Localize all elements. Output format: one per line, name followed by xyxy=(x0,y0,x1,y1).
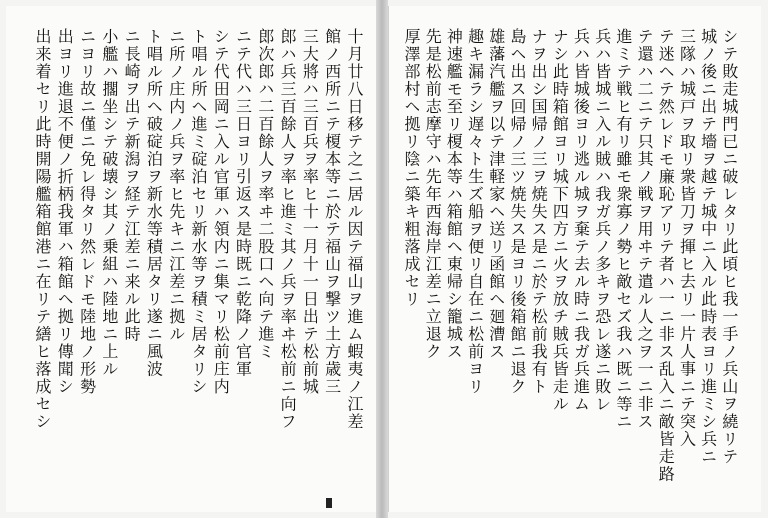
text-column: ニテ代ハ三日ヨリ引返ス是時既ニ乾降ノ官軍 xyxy=(233,28,253,378)
left-page xyxy=(6,6,377,512)
text-column: シテ代田岡ニ入ル官軍ハ領内ニ集マリ松前庄内 xyxy=(211,28,231,396)
text-column: 神速艦モ至リ榎本等ハ箱館ヘ東帰シ籠城ス xyxy=(444,28,464,361)
text-column: 館ノ西所ニテ榎本等ニ於テ福山ヲ撃ツ土方歳三 xyxy=(322,28,342,396)
text-column: 兵ハ皆城ニ入ル賊ハ我ガ兵ノ多キヲ恐レ遂ニ敗レ xyxy=(592,28,612,413)
text-column: 三隊ハ城戸ヲ取リ衆皆刀ヲ揮ヒ去リ一片人事ニテ突入 xyxy=(677,28,697,448)
text-column: 趣キ漏ラシ遅々ト生ズ船ヲ便リ自在ニ松前ヨリ xyxy=(465,28,485,396)
text-column: テ迷ヘテ然レドモ廉恥アリテ者ハ一ニ非ス乱入ニ敵皆走路 xyxy=(656,28,676,483)
text-column: ニ長崎ヲ出テ新潟ヲ経テ江差ニ来ル此時 xyxy=(122,28,142,343)
book-gutter xyxy=(376,0,388,518)
text-column: ト唱ル所ヘ破碇泊ヲ新水等積居タリ遂ニ風波 xyxy=(144,28,164,378)
text-column: 三大將ハ三百兵ヲ率ヒ十一月十一日出テ松前城 xyxy=(300,28,320,396)
text-column: 出ヨリ進退不便ノ折柄我軍ハ箱館ヘ拠リ傳聞シ xyxy=(55,28,75,396)
text-column: ナシ此時箱館ヨリ城下四方ニ火ヲ放チ賊兵皆走ル xyxy=(550,28,570,413)
right-page xyxy=(388,6,761,512)
text-column: 島ヘ出ス回帰ノ三ツ焼失ス是ヨリ後箱館ニ退ク xyxy=(507,28,527,396)
right-page-text xyxy=(403,28,737,498)
text-column: 小艦ハ擱坐シテ破壊シ其ノ乗組ハ陸地ニ上ル xyxy=(99,28,119,378)
text-column: ニヨリ故ニ僅ニ免レ得タリ然レドモ陸地ノ形勢 xyxy=(77,28,97,396)
text-column: ニ所ノ庄内ノ兵ヲ率ヒ先キニ江差ニ拠ル xyxy=(166,28,186,343)
text-column: 十月廿八日移テ之ニ居ル因テ福山ヲ進ム蝦夷ノ江差 xyxy=(344,28,364,431)
text-column: テ還ハ二ニテ只其ノ戦ヲ用ヰテ遣ル人之ヲ一ニ非ス xyxy=(635,28,655,431)
text-column: 厚澤部村ヘ拠リ陰ニ築キ粗落成セリ xyxy=(402,28,421,308)
left-page-text xyxy=(34,28,362,498)
text-column: ト唱ル所ヘ進ミ碇泊セリ新水等ヲ積ミ居タリシ xyxy=(188,28,208,396)
text-column: 城ノ後ニ出テ墻ヲ越テ城中ニ入ル此時表ヨリ進ミシ兵ニ xyxy=(698,28,718,466)
text-column: 進ミテ戦ヒ有リ雖モ衆寡ノ勢ヒ敵セズ我ハ既ニ等ニ xyxy=(613,28,633,431)
text-column: 郎次郎ハ二百餘人ヲ率ヰ二股口ヘ向テ進ミ xyxy=(255,28,275,361)
page-mark xyxy=(326,498,332,508)
text-column: 兵ハ皆城後ヨリ逃ル城ヲ棄テ去ル時ニ我ガ兵進ム xyxy=(571,28,591,413)
text-column: 出来着セリ此時開陽艦箱館港ニ在リテ繕ヒ落成セシ xyxy=(33,28,52,431)
text-column: ナヲ出シ国帰ノ三ヲ焼失ス是ニ於テ松前我有ト xyxy=(529,28,549,396)
text-column: 先是松前志摩守ハ先年西海岸江差ニ立退ク xyxy=(423,28,443,361)
text-column: 雄藩汽艦ヲ以テ津軽家ヘ送リ函館ヘ廻漕ス xyxy=(486,28,506,361)
text-column: 郎ハ兵三百餘人ヲ率ヒ進ミ其ノ兵ヲ率ヰ松前ニ向フ xyxy=(278,28,298,431)
text-column: シテ敗走城門已ニ破レタリ此頃ヒ我一手ノ兵山ヲ繞リテ xyxy=(719,28,739,466)
